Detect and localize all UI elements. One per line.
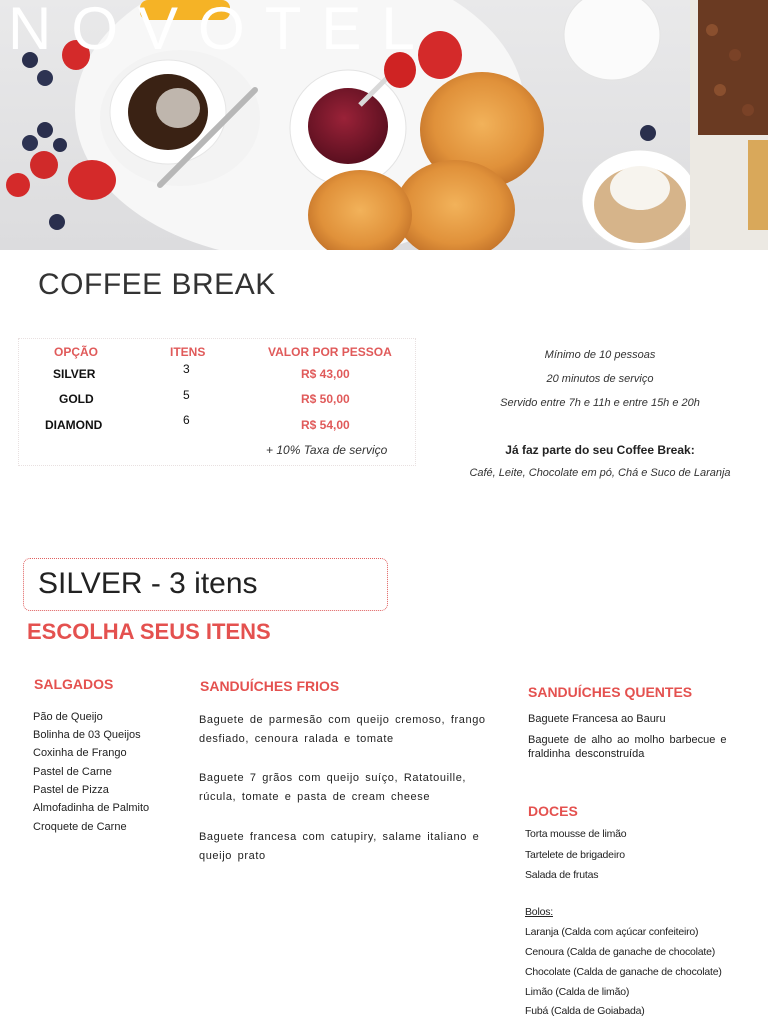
- info-hours: Servido entre 7h e 11h e entre 15h e 20h: [500, 397, 700, 409]
- list-item: Baguete francesa com catupiry, salame italiano e queijo prato: [199, 831, 480, 862]
- header-price: VALOR POR PESSOA: [268, 345, 392, 359]
- option-price: R$ 54,00: [301, 418, 350, 432]
- brand-logo: NOVOTEL: [8, 0, 435, 62]
- list-item: Coxinha de Frango: [33, 747, 127, 759]
- option-items: 3: [183, 362, 190, 376]
- page-title: COFFEE BREAK: [38, 268, 276, 301]
- list-item: Limão (Calda de limão): [525, 986, 630, 998]
- header-option: OPÇÃO: [54, 345, 99, 359]
- tax-note: + 10% Taxa de serviço: [266, 443, 388, 457]
- list-item: Tartelete de brigadeiro: [525, 849, 625, 861]
- list-item: Pão de Queijo: [33, 711, 103, 723]
- included-items: Café, Leite, Chocolate em pó, Chá e Suco de Laranja: [469, 467, 731, 479]
- list-item: Chocolate (Calda de ganache de chocolate): [525, 966, 722, 978]
- option-name: SILVER: [53, 367, 96, 381]
- option-name: GOLD: [59, 392, 94, 406]
- list-item: Pastel de Pizza: [33, 784, 109, 796]
- option-name: DIAMOND: [45, 418, 103, 432]
- option-items: 6: [183, 413, 190, 427]
- hot-sandwiches-title: SANDUÍCHES QUENTES: [528, 684, 693, 700]
- choose-items-title: ESCOLHA SEUS ITENS: [27, 619, 271, 644]
- cakes-label: Bolos:: [525, 906, 553, 918]
- list-item: Torta mousse de limão: [525, 828, 627, 840]
- list-item: Pastel de Carne: [33, 766, 112, 778]
- sweets-title: DOCES: [528, 803, 578, 819]
- info-minimum: Mínimo de 10 pessoas: [544, 349, 656, 361]
- list-item: Salada de frutas: [525, 869, 599, 881]
- info-duration: 20 minutos de serviço: [546, 373, 654, 385]
- list-item: Laranja (Calda com açúcar confeiteiro): [525, 926, 699, 938]
- header-items: ITENS: [170, 345, 206, 359]
- list-item: Croquete de Carne: [33, 821, 127, 833]
- salgados-title: SALGADOS: [34, 676, 114, 692]
- included-title: Já faz parte do seu Coffee Break:: [505, 443, 695, 457]
- list-item: Baguete de parmesão com queijo cremoso, frango desfiado, cenoura ralada e tomate: [199, 714, 486, 745]
- list-item: Fubá (Calda de Goiabada): [525, 1005, 645, 1017]
- option-items: 5: [183, 388, 190, 402]
- list-item: Bolinha de 03 Queijos: [33, 729, 141, 741]
- option-price: R$ 43,00: [301, 367, 350, 381]
- list-item: Baguete Francesa ao Bauru: [528, 713, 666, 725]
- cold-sandwiches-title: SANDUÍCHES FRIOS: [200, 678, 340, 694]
- list-item: Cenoura (Calda de ganache de chocolate): [525, 946, 716, 958]
- list-item: Baguete de alho ao molho barbecue e fraldinha desconstruída: [528, 734, 727, 760]
- package-title-box: [23, 558, 388, 611]
- option-price: R$ 50,00: [301, 392, 350, 406]
- list-item: Baguete 7 grãos com queijo suíço, Ratatouille, rúcula, tomate e pasta de cream cheese: [199, 772, 467, 803]
- hero-image: [0, 0, 768, 250]
- list-item: Almofadinha de Palmito: [33, 802, 150, 814]
- pricing-table: [18, 338, 416, 466]
- package-title: SILVER - 3 itens: [38, 567, 258, 600]
